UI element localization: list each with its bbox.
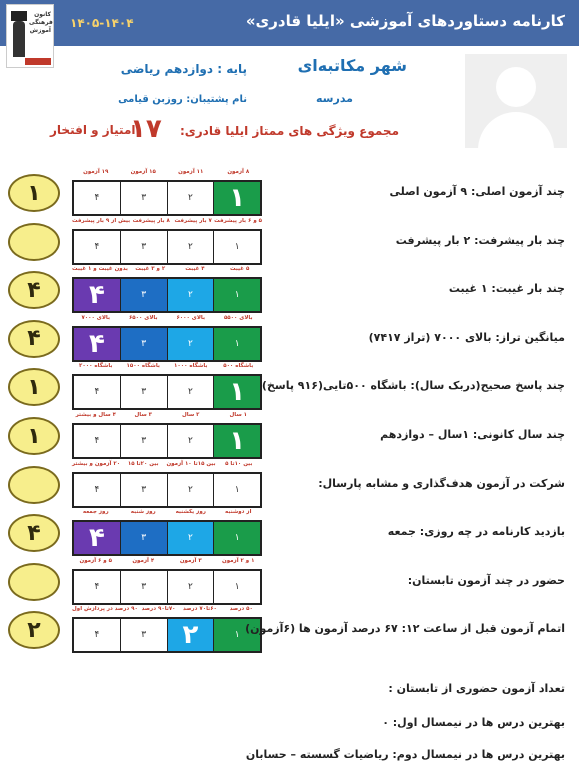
tier-caption: ۵ غیبت	[229, 266, 250, 273]
achievement-question: چند بار غیبت: ۱ غیبت	[448, 282, 565, 296]
tier-cell: ۱	[213, 474, 260, 506]
tier-captions	[72, 363, 262, 373]
achievement-row	[0, 460, 579, 508]
avatar-body-icon	[478, 112, 554, 152]
tier-cell: ۲	[167, 182, 214, 214]
tier-caption: بالای ۷۰۰۰	[81, 314, 111, 321]
tier-cell: ۴	[94, 387, 100, 398]
tier-caption: روز جمعه	[82, 509, 109, 516]
tier-caption: باشگاه ۲۰۰۰	[79, 363, 113, 370]
tier-captions	[72, 558, 262, 568]
achievement-question: اتمام آزمون قبل از ساعت ۱۲: ۶۷ درصد آزمون ها (۶آزمون)	[245, 622, 565, 636]
score-circle: ۱	[8, 368, 60, 406]
tier-caption: ۳ آزمون	[179, 557, 202, 564]
achievement-row	[0, 508, 579, 556]
tier-cell: ۱	[213, 376, 260, 408]
achievement-question: چند پاسخ صحیح(دربک سال): باشگاه ۵۰۰تایی(۹۱۶ پاسخ)	[261, 379, 565, 393]
tier-caption: روز شنبه	[130, 509, 156, 516]
tier-caption: بین ۱۵تا ۱۰ آزمون	[166, 460, 216, 467]
achievement-row	[0, 217, 579, 265]
student-name: شهر مکاتبه‌ای	[297, 56, 407, 75]
tier-cell: ۱	[213, 522, 260, 554]
tier-cell: ۱	[213, 231, 260, 263]
tier-caption: ۲ و ۳ غیبت	[135, 266, 166, 273]
best-subjects-term2: بهترین درس ها در نیمسال دوم: ریاضیات گسسته – حسابان	[245, 748, 565, 761]
tier-captions	[72, 266, 262, 276]
tier-cell: ۱	[213, 571, 260, 603]
tier-cells	[72, 277, 262, 313]
tier-caption: ۵ و ۶ آزمون	[79, 557, 112, 564]
tier-cell: ۲	[167, 376, 214, 408]
tier-cell: ۴	[94, 484, 100, 495]
tier-cells	[72, 180, 262, 216]
kanoon-logo	[6, 4, 54, 68]
student-avatar	[465, 54, 567, 148]
tier-cell: ۳	[120, 279, 167, 311]
avatar-head-icon	[496, 67, 536, 107]
logo-red-tag	[25, 58, 51, 65]
tier-captions	[72, 412, 262, 422]
tier-caption: ۴ غیبت	[185, 266, 205, 273]
achievement-question: بازدید کارنامه در چه روزی: جمعه	[387, 525, 565, 539]
tier-cell: ۳	[120, 425, 167, 457]
tier-caption: بالای ۶۵۰۰	[128, 314, 158, 321]
tier-cell: ۴	[74, 522, 120, 554]
tier-caption: ۱ سال	[229, 412, 248, 418]
score-circle: ۱	[8, 417, 60, 455]
tier-captions	[72, 315, 262, 325]
tier-cell: ۴	[94, 193, 100, 203]
score-circle: ۲	[8, 611, 60, 649]
achievement-row	[0, 362, 579, 410]
tier-caption: ۲ سال	[181, 412, 200, 418]
tier-captions	[72, 218, 262, 228]
achievement-row	[0, 265, 579, 313]
tier-cells	[72, 472, 262, 508]
achievement-row	[0, 605, 579, 653]
tier-cell: ۳	[120, 182, 167, 214]
tier-cell: ۴	[94, 630, 100, 641]
achievement-row	[0, 168, 579, 216]
best-subjects-term1: بهترین درس ها در نیمسال اول: ۰	[382, 716, 565, 729]
tier-caption: باشگاه ۵۰۰	[223, 363, 254, 370]
tier-caption: ۷ بار پیشرفت	[174, 217, 212, 224]
tier-cell: ۴	[94, 581, 100, 592]
tier-cell: ۴	[94, 436, 100, 446]
score-circle: ۴	[8, 320, 60, 358]
summer-exams-count: تعداد آزمون حضوری از تابستان :	[388, 682, 565, 695]
tier-caption: ۱۵ آزمون	[130, 169, 156, 175]
tier-cells	[72, 229, 262, 265]
score-circle: ۱	[8, 174, 60, 212]
score-circle: ۴	[8, 271, 60, 309]
achievement-question: چند بار پیشرفت: ۲ بار پیشرفت	[395, 233, 565, 247]
score-circle	[8, 466, 60, 504]
tier-caption: بین ۲۰تا ۱۵	[127, 460, 159, 467]
total-score: ۱۷	[130, 114, 162, 144]
tier-cell: ۳	[120, 474, 167, 506]
graduate-figure-icon	[13, 21, 25, 57]
tier-captions	[72, 461, 262, 471]
achievement-row	[0, 314, 579, 362]
tier-cell: ۳	[120, 328, 167, 360]
tier-cell: ۲	[167, 619, 214, 651]
tier-caption: ۸ آزمون	[227, 169, 250, 175]
tier-caption: روز یکشنبه	[175, 509, 206, 516]
tier-cell: ۲	[167, 425, 214, 457]
tier-cell: ۱	[213, 182, 260, 214]
supporter-label: نام پشتیبان: روزبن قیامی	[118, 94, 247, 105]
tier-cells	[72, 520, 262, 556]
academic-year: ۱۴۰۵-۱۴۰۴	[70, 16, 134, 30]
tier-caption: ۷۰تا۹۰ درصد	[141, 606, 176, 613]
tier-caption: ۴ سال و بیشتر	[75, 412, 116, 418]
tier-caption: ۹۰ درصد در پردازش اول	[72, 606, 138, 613]
tier-cells	[72, 374, 262, 410]
tier-caption: ۶۰تا۷۰ درصد	[182, 606, 217, 613]
score-circle: ۴	[8, 514, 60, 552]
achievement-row	[0, 411, 579, 459]
tier-cell: ۳	[120, 571, 167, 603]
tier-cells	[72, 326, 262, 362]
tier-cell: ۴	[74, 328, 120, 360]
tier-caption: ۸ بار پیشرفت	[132, 217, 170, 224]
tier-cell: ۲	[167, 328, 214, 360]
tier-caption: از دوشنبه	[225, 509, 252, 516]
tier-caption: ۲۰ آزمون و بیشتر	[72, 460, 121, 467]
achievement-question: چند سال کانونی: ۱سال – دوازدهم	[380, 428, 565, 441]
tier-cell: ۱	[213, 619, 260, 651]
tier-cells	[72, 617, 262, 653]
tier-cell: ۲	[167, 231, 214, 263]
tier-caption: ۱ و ۲ آزمون	[222, 557, 255, 564]
achievement-question: شرکت در آزمون هدف‌گذاری و مشابه پارسال:	[318, 476, 565, 490]
tier-cell: ۳	[120, 619, 167, 651]
tier-cell: ۱	[213, 425, 260, 457]
achievement-question: چند آزمون اصلی: ۹ آزمون اصلی	[389, 185, 565, 198]
sum-label: مجموع ویژگی های ممتاز ایلیا قادری:	[179, 124, 399, 138]
tier-caption: باشگاه ۱۵۰۰	[126, 363, 160, 370]
tier-cell: ۴	[74, 279, 120, 311]
score-circle	[8, 223, 60, 261]
graduation-cap-icon	[11, 11, 27, 21]
tier-caption: ۵ و ۶ بار پیشرفت	[214, 217, 263, 224]
tier-captions	[72, 606, 262, 616]
tier-caption: ۳ سال	[134, 412, 153, 418]
tier-cell: ۳	[120, 376, 167, 408]
tier-caption: ۴ آزمون	[132, 557, 155, 564]
tier-caption: ۱۱ آزمون	[178, 169, 204, 175]
tier-caption: ۱۹ آزمون	[83, 169, 109, 175]
tier-cells	[72, 569, 262, 605]
school-label: مدرسه	[316, 92, 353, 105]
tier-cell: ۴	[94, 241, 100, 252]
tier-cell: ۲	[167, 279, 214, 311]
tier-caption: باشگاه ۱۰۰۰	[174, 363, 208, 370]
tier-cell: ۲	[167, 474, 214, 506]
tier-caption: بین ۱۰تا ۵	[225, 460, 253, 467]
points-label: امتیاز و افتخار	[50, 123, 136, 137]
achievement-question: میانگین تراز: بالای ۷۰۰۰ (تراز ۷۴۱۷)	[368, 330, 565, 344]
tier-cell: ۳	[120, 522, 167, 554]
grade-label: پایه : دوازدهم ریاضی	[120, 62, 247, 76]
header-bar	[0, 0, 579, 46]
achievement-question: حضور در چند آزمون تابستان:	[407, 573, 565, 587]
tier-caption: بالای ۶۰۰۰	[176, 314, 206, 321]
tier-captions	[72, 169, 262, 179]
tier-captions	[72, 509, 262, 519]
tier-cell: ۲	[167, 522, 214, 554]
tier-cell: ۲	[167, 571, 214, 603]
report-title: کارنامه دستاوردهای آموزشی «ایلیا قادری»	[245, 12, 565, 30]
tier-caption: بدون غیبت و ۱ غیبت	[72, 266, 128, 273]
tier-caption: ۵۰ درصد	[229, 606, 253, 613]
tier-cell: ۱	[213, 279, 260, 311]
score-circle	[8, 563, 60, 601]
logo-text: کانون فرهنگی آموزش	[29, 11, 53, 34]
tier-cell: ۱	[213, 328, 260, 360]
tier-caption: بالای ۵۵۰۰	[223, 314, 253, 321]
tier-caption: بیش از ۹ بار پیشرفت	[72, 217, 131, 224]
tier-cells	[72, 423, 262, 459]
tier-cell: ۳	[120, 231, 167, 263]
achievement-row	[0, 557, 579, 605]
